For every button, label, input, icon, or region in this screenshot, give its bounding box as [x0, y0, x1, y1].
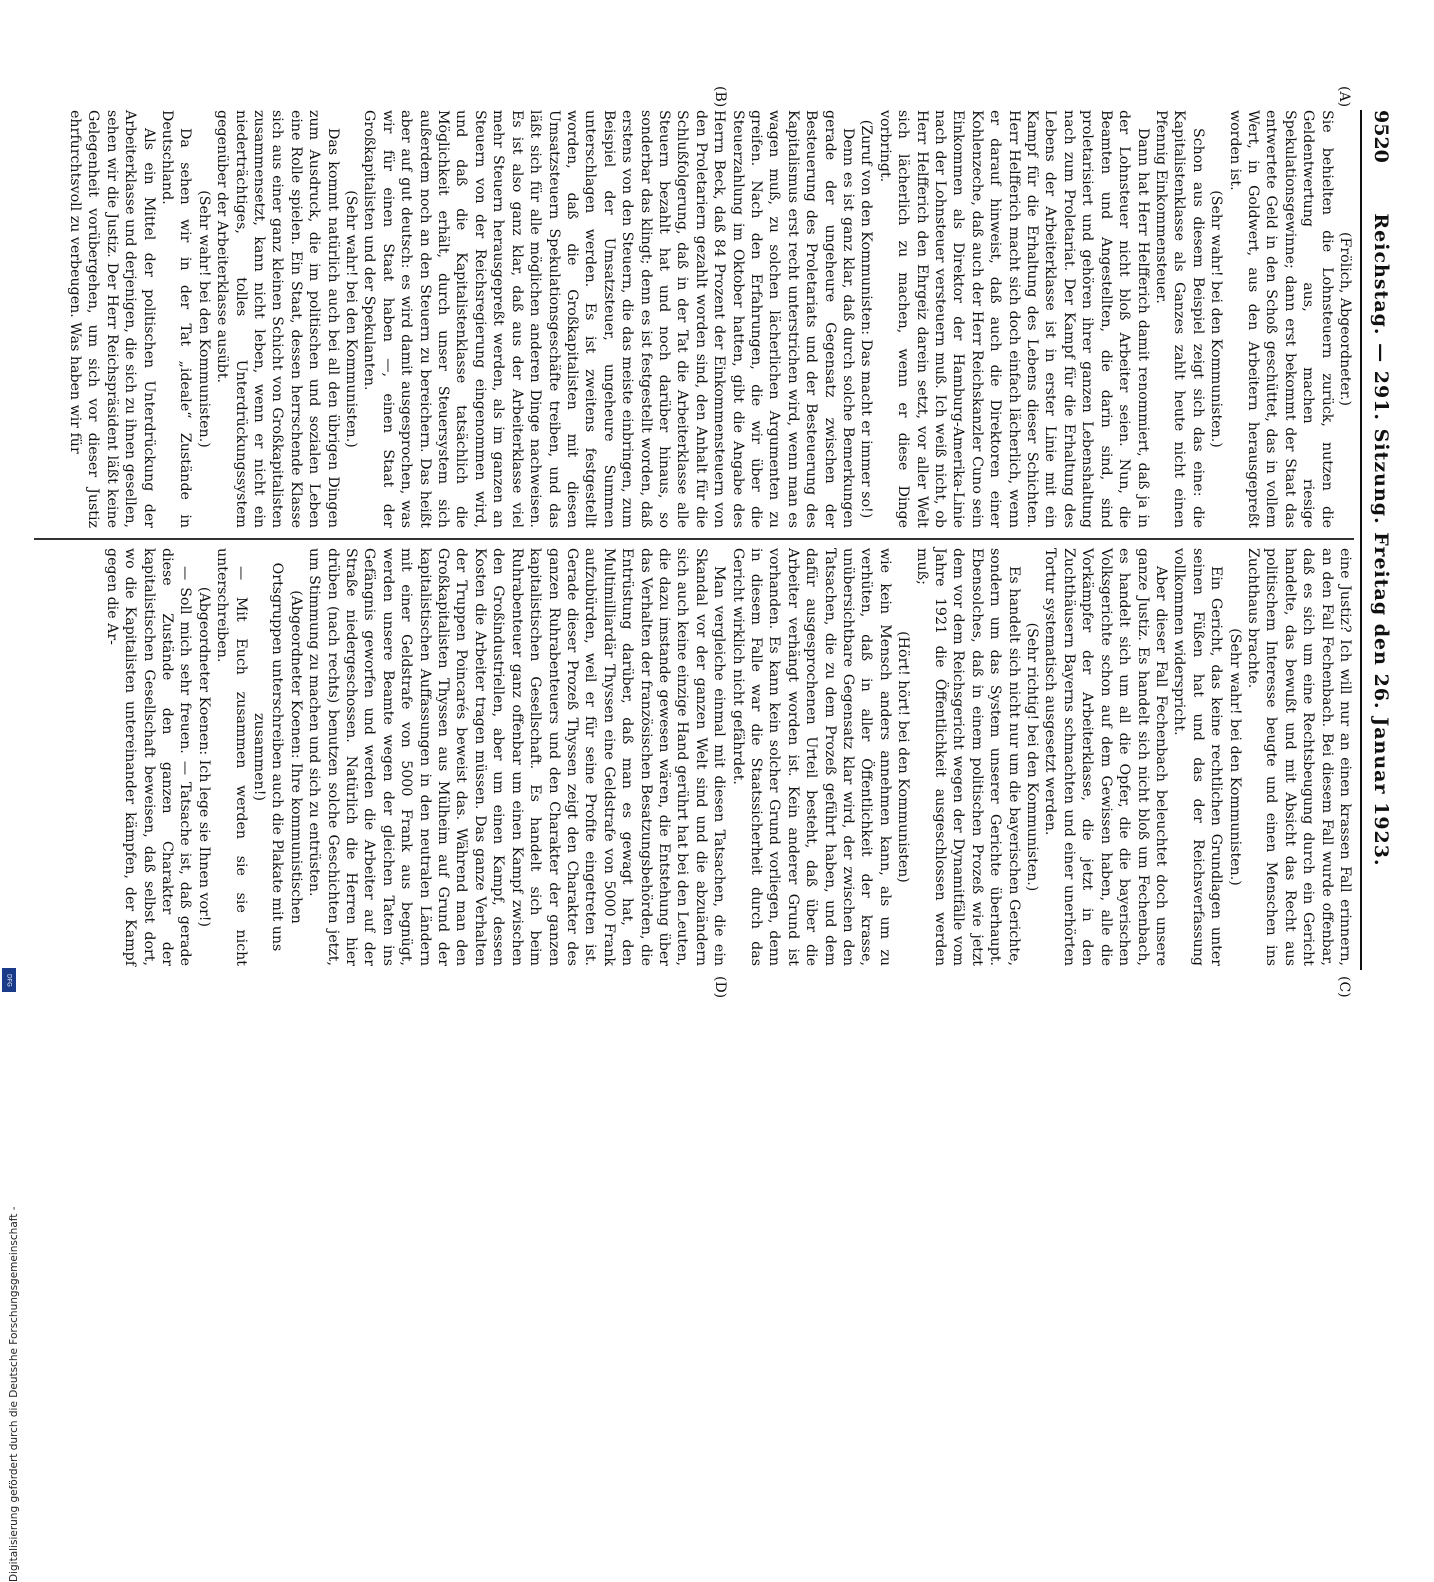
interjection: (Sehr wahr! bei den Kommunisten.) [343, 190, 360, 448]
interjection: (Sehr wahr! bei den Kommunisten.) [1226, 628, 1243, 886]
paragraph: Als ein Mittel der politischen Unterdrückung der Arbeiterklasse und derjenigen, die sich zu ihnen gesellen, sehen wir die Justiz. Der Herr Reichspräsident läßt keine Gelegenheit vorübergehen, um sich vor dieser Justiz ehrfurchtsvoll zu verbeugen. Was haben wir für [66, 110, 157, 528]
paragraph: Sie behielten die Lohnsteuern zurück, nutzen die Geldentwertung aus, machen riesige Spekulationsgewinne; dann erst bekommt der Staat das entwertete Geld in den Schoß geschüttet, das in vollem Wert, in Goldwert, aus den Arbeitern herausgepreßt worden ist. [1226, 110, 1335, 528]
interjection: (Abgeordneter Koenen: Ihre kommunistischen Ortsgruppen unterschreiben auch die Plakate mit uns zusammen!) [251, 562, 304, 952]
margin-marker-d: (D) [712, 976, 728, 999]
margin-marker-a: (A) [1336, 86, 1352, 108]
footer-credit: Digitalisierung gefördert durch die Deutsche Forschungsgemeinschaft - [8, 1206, 20, 1582]
interjection: (Sehr wahr! bei den Kommunisten.) [1208, 190, 1225, 448]
paragraph: Es handelt sich nicht nur um die bayerischen Gerichte, sondern um das System unserer Gerichte überhaupt. Ebensolches, daß in einem politischen Prozeß wie jetzt dem vor dem Reichsgericht wegen der Dynamitfälle vom Jahre 1921 die Öffentlichkeit ausgeschlossen werden muß; [913, 548, 1022, 966]
page-title: Reichstag. — 291. Sitzung. Freitag den 26. Januar 1923. [1370, 213, 1392, 867]
paragraph: Schon aus diesem Beispiel zeigt sich das eine: die Kapitalistenklasse als Ganzes zahlt heute nicht einen Pfennig Einkommensteuer. [1152, 110, 1206, 528]
paragraph: Dann hat Herr Helfferich damit renommiert, daß ja in der Lohnsteuer nicht bloß Arbeiter seien. Nun, die Beamten und Angestellten, die darin sind, sind proletarisiert und gehören ihrer ganzen Lebenshaltung nach zum Proletariat. Der Kampf für die Erhaltung des Lebens der Arbeiterklasse ist in erster Linie mit ein Kampf für die Erhaltung des Lebens dieser Schichten. Herr Helfferich macht sich doch einfach lächerlich, wenn er darauf hinweist, daß auch die Direktoren einer Kohlenzeche, daß auch der Herr Reichskanzler Cuno sein Einkommen als Direktor der Hamburg-Amerika-Linie nach der Lohnsteuer versteuern muß. Ich weiß nicht, ob Herr Helfferich den Ehrgeiz darein setzt, vor aller Welt sich lächerlich zu machen, wenn er diese Dinge vorbringt. [876, 110, 1151, 528]
paragraph: — Soll mich sehr freuen. — Tatsache ist, daß gerade diese Zustände den ganzen Charakter der kapitalistischen Gesellschaft beweisen, daß selbst dort, wo die Kapitalisten untereinander kämpfen, der Kampf gegen die Ar- [103, 548, 194, 966]
paragraph: — Mit Euch zusammen werden sie sie nicht unterschreiben. [214, 548, 249, 966]
paragraph: Das kommt natürlich auch bei all den übrigen Dingen zum Ausdruck, die im politischen und sozialen Leben eine Rolle spielen. Ein Staat, dessen herrschende Klasse sich aus einer ganz kleinen Schicht von Großkapitalisten zusammensetzt, kann nicht leben, wenn er nicht ein niederträchtiges, tolles Unterdrückungssystem gegenüber der Arbeiterklasse ausübt. [214, 110, 341, 528]
interjection: (Sehr wahr! bei den Kommunisten.) [195, 190, 212, 448]
paragraph: Man vergleiche einmal mit diesen Tatsachen, die ein Skandal vor der ganzen Welt sind und die abzuändern sich auch keine einzige Hand gerührt hat bei den Leuten, die dazu imstande gewesen wären, die Entstehung über das Verhalten der französischen Besatzungsbehörden, die Entrüstung darüber, daß man es gewagt hat, den Multimilliardär Thyssen eine Geldstrafe von 5000 Frank aufzubürden, weil er für seine Profite eingetreten ist. Gerade dieser Prozeß Thyssen zeigt den Charakter des ganzen Ruhrabenteuers und den Charakter der ganzen kapitalistischen Gesellschaft. Es handelt sich beim Ruhrabenteuer ganz offenbar um einen Kampf zwischen den Großindustriellen, aber um einen Kampf, dessen Kosten die Arbeiter tragen müssen. Das ganze Verhalten der Truppen Poincarés beweist das. Während man den Großkapitalisten Thyssen aus Mülheim auf Grund der kapitalistischen Auffassungen in den neutralen Ländern mit einer Geldstrafe von 5000 Frank aus begnügt, werden unsere Beamte wegen der gleichen Taten ins Gefängnis geworfen und werden die Arbeiter auf der Straße niedergeschossen. Natürlich die Herren hier drüben (nach rechts) benutzen solche Geschichten jetzt, um Stimmung zu machen und sich zu entrüsten. [306, 548, 728, 966]
paragraph: Denn es ist ganz klar, daß durch solche Bemerkungen gerade der ungeheure Gegensatz zwischen der Besteuerung des Proletariats und der Besteuerung des Kapitalismus erst recht unterstrichen wird, wenn man es wagen muß, zu solchen lächerlichen Argumenten zu greifen. Nach den Erfahrungen, die wir über die Steuerzahlung im Oktober hatten, gibt die Angabe des Herrn Beck, daß 84 Prozent der Einkommensteuern von den Proletariern gezahlt worden sind, den Anhalt für die Schlußfolgerung, daß in der Tat die Arbeiterklasse alle Steuern bezahlt hat und noch darüber hinaus, so sonderbar das klingt; denn es ist festgestellt worden, daß erstens von den Steuern, die das meiste einbringen, zum Beispiel der Umsatzsteuer, ungeheure Summen unterschlagen werden. Es ist zweitens festgestellt worden, daß die Großkapitalisten mit diesen Umsatzsteuern Spekulationsgeschäfte treiben, und das läßt sich für alle möglichen anderen Dinge nachweisen. Es ist also ganz klar, daß aus der Arbeiterklasse viel mehr Steuern herausgepreßt werden, als im ganzen an Steuern von der Reichsregierung eingenommen wird, und daß die Kapitalistenklasse tatsächlich die Möglichkeit erhält, durch unser Steuersystem sich außerdem noch an den Steuern zu bereichern. Das heißt aber auf gut deutsch: es wird damit ausgesprochen, was wir für einen Staat haben —, einen Staat der Großkapitalisten und der Spekulanten. [361, 110, 857, 528]
margin-marker-c: (C) [1336, 976, 1352, 998]
interjection: (Zuruf von den Kommunisten: Das macht er immer so!) [858, 119, 875, 519]
paragraph: wie kein Mensch anders annehmen kann, als um zu verhüten, daß in aller Öffentlichkeit der krasse, unübersichtbare Gegensatz klar wird, der zwischen den Tatsachen, die zu dem Prozeß geführt haben, und dem dafür ausgesprochenen Urteil besteht, daß über die Arbeiter verhängt worden ist. Kein anderer Grund ist vorhanden. Es kann kein solcher Grund vorliegen, denn in diesem Falle war die Staatssicherheit durch das Gericht wirklich nicht gefährdet. [729, 548, 893, 966]
dfg-logo: DFG [2, 968, 16, 992]
paragraph: eine Justiz? Ich will nur an einen krassen Fall erinnern, an den Fall Fechenbach. Bei diesem Fall wurde offenbar, daß es sich um eine Rechtsbeugung durch ein Gericht handelte, das bewußt und mit Absicht das Recht aus politischem Interesse beugte und einen Menschen ins Zuchthaus brachte. [1244, 548, 1353, 966]
interjection: (Sehr richtig! bei den Kommunisten.) [1024, 622, 1041, 892]
paragraph: Da sehen wir in der Tat „ideale“ Zustände in Deutschland. [159, 110, 194, 528]
interjection: (Abgeordneter Koenen: Ich lege sie Ihnen vor!) [195, 586, 212, 928]
right-column [102, 548, 1354, 966]
interjection: (Frölich, Abgeordneter.) [1337, 232, 1353, 406]
interjection: (Hört! hört! bei den Kommunisten) [895, 631, 912, 883]
page-header [1360, 110, 1396, 970]
margin-marker-b: (B) [712, 86, 728, 108]
paragraph: Ein Gericht, das keine rechtlichen Grundlagen unter seinen Füßen hat und das der Reichsverfassung vollkommen widerspricht. [1171, 548, 1225, 966]
footer-strip [4, 606, 20, 1582]
paragraph: Aber dieser Fall Fechenbach beleuchtet doch unsere ganze Justiz. Es handelt sich nicht bloß um Fechenbach, es handelt sich um all die Opfer, die die bayerischen Volksgerichte schon auf dem Gewissen haben, alle die Vorkämpfer der Arbeiterklasse, die jetzt in den Zuchthäusern Bayerns schmachten und einer unerhörten Tortur systematisch ausgesetzt werden. [1042, 548, 1169, 966]
page-number: 9520 [1370, 110, 1392, 163]
column-divider [34, 538, 1354, 540]
left-column [66, 110, 1354, 528]
